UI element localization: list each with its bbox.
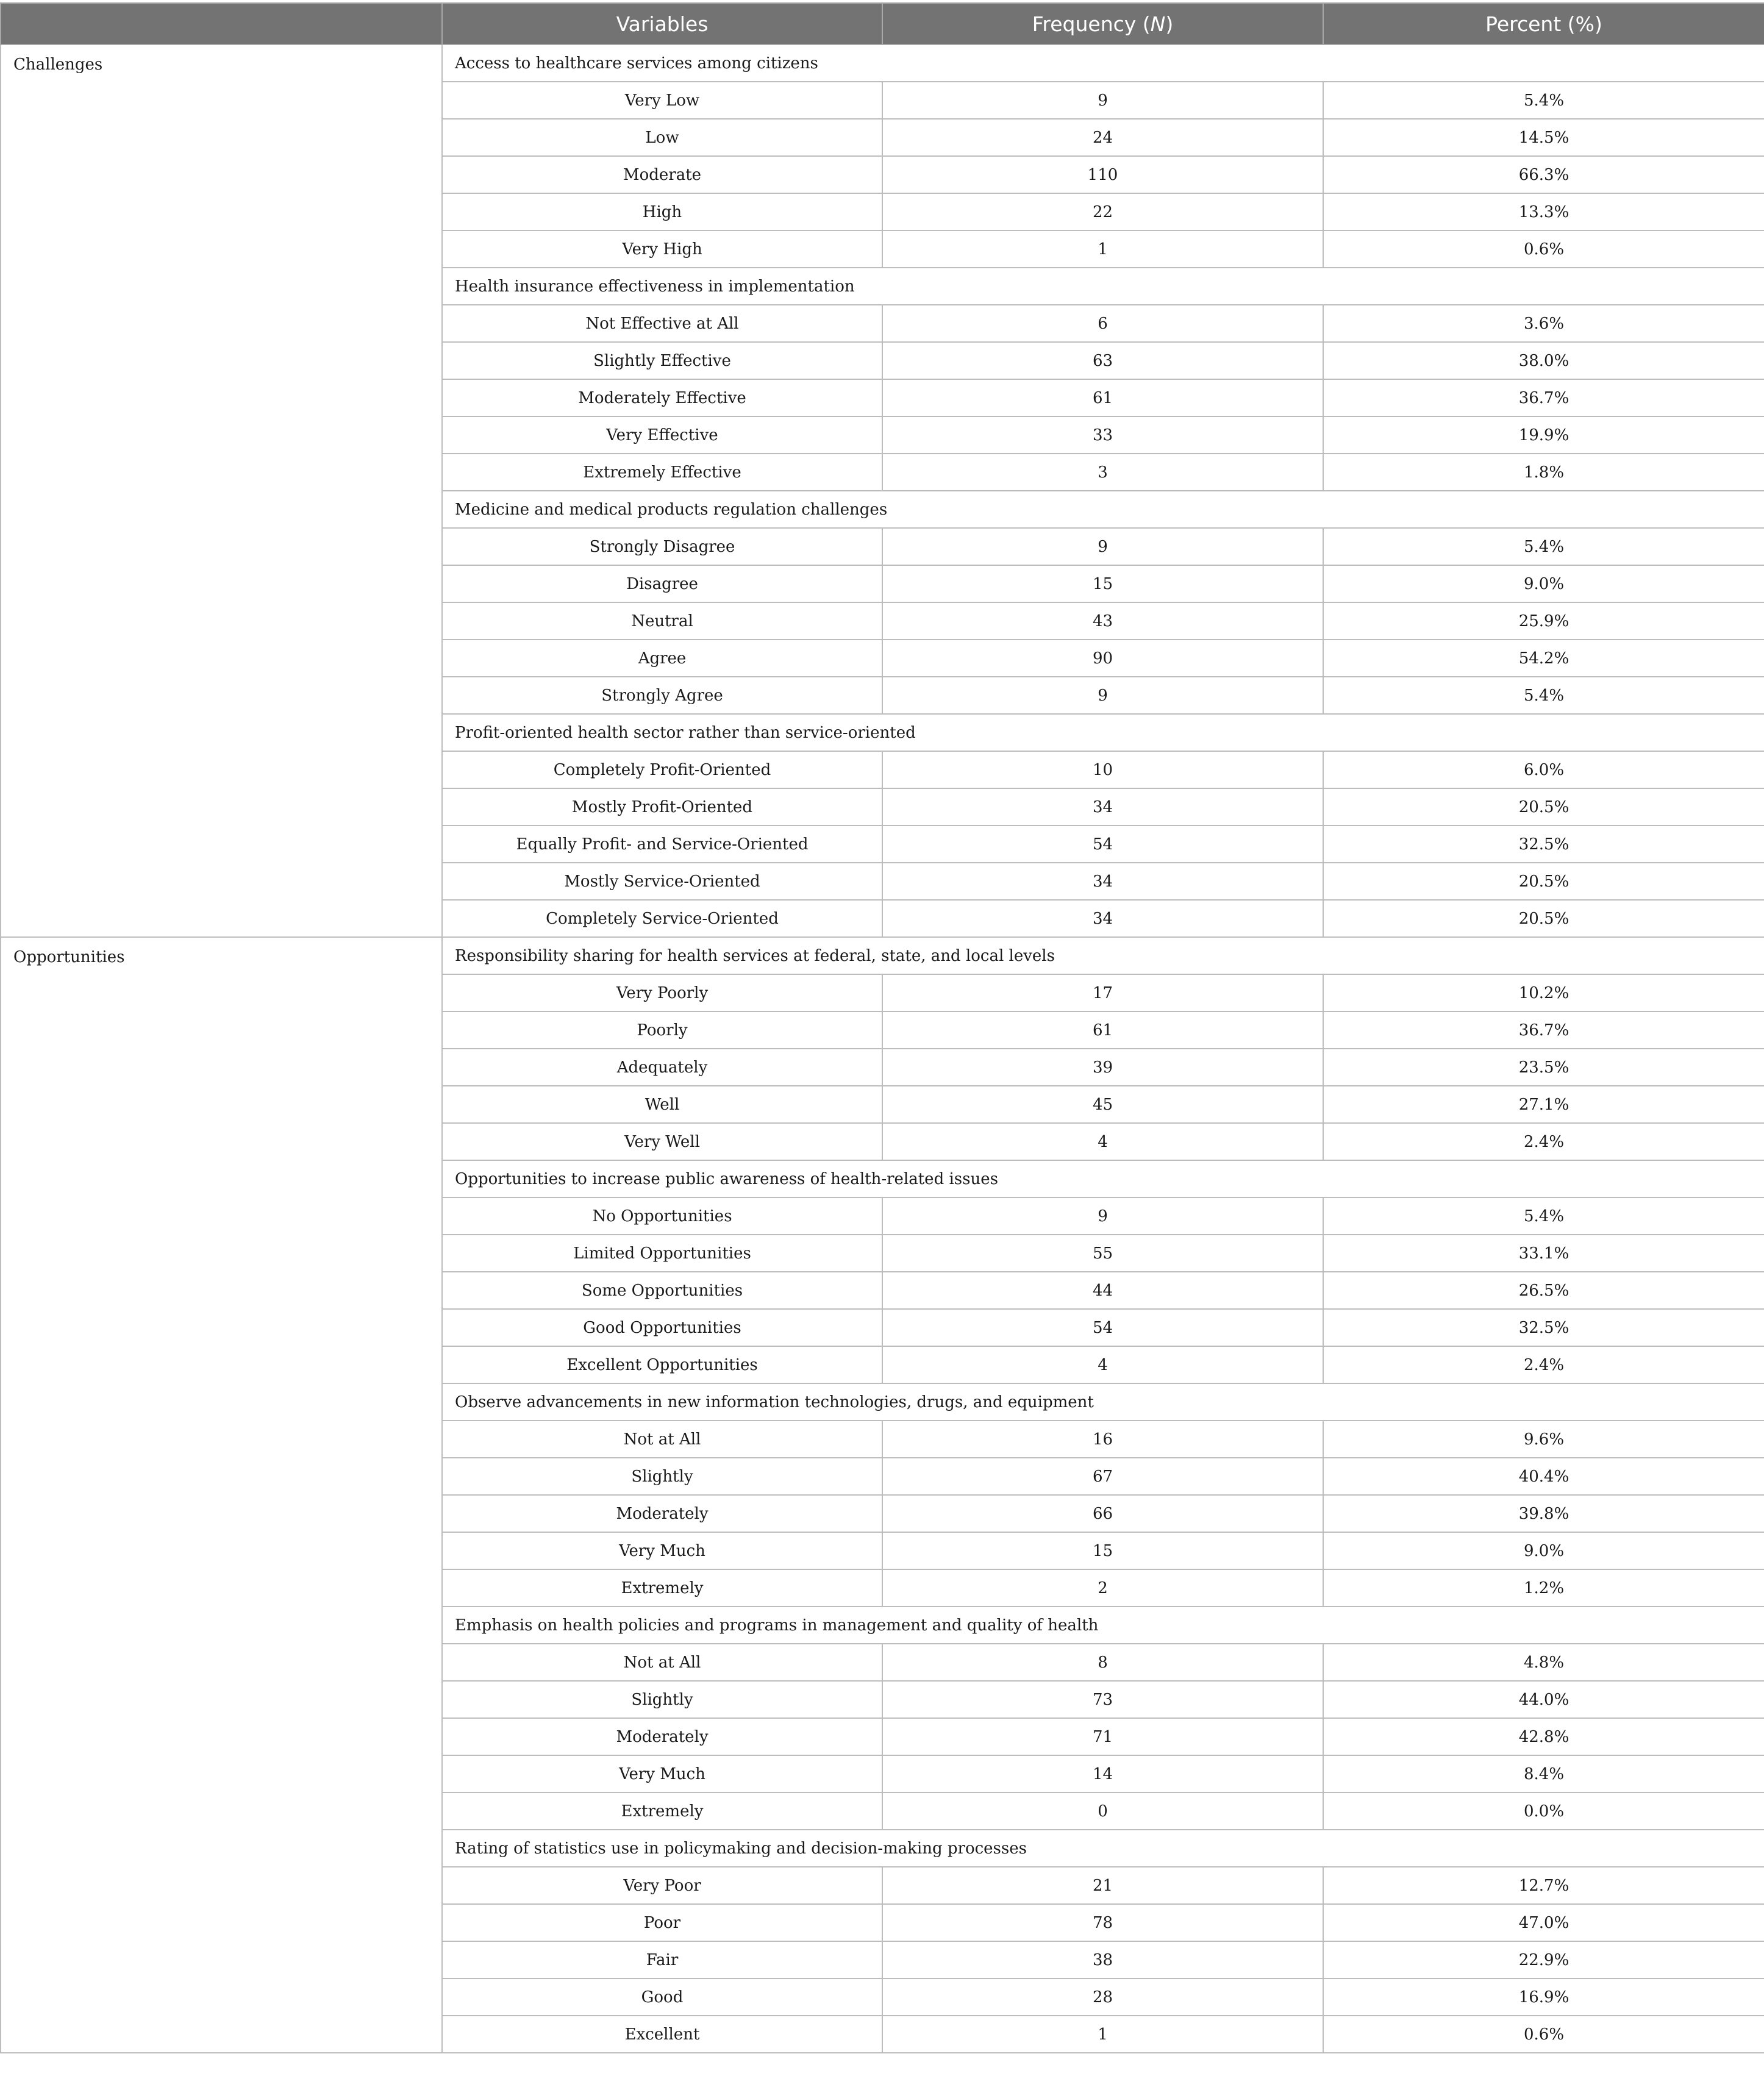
row-label: Mostly Profit-Oriented (442, 788, 882, 826)
header-row (1, 3, 1764, 45)
group-title: Observe advancements in new information technologies, drugs, and equipment (442, 1383, 1764, 1421)
row-frequency: 110 (882, 156, 1323, 193)
row-percent: 20.5% (1323, 863, 1764, 900)
row-label: Not Effective at All (442, 305, 882, 342)
row-percent: 32.5% (1323, 826, 1764, 863)
row-label: No Opportunities (442, 1197, 882, 1235)
row-frequency: 34 (882, 900, 1323, 937)
row-percent: 47.0% (1323, 1904, 1764, 1941)
row-label: Excellent (442, 2016, 882, 2053)
row-frequency: 14 (882, 1755, 1323, 1792)
row-frequency: 15 (882, 1532, 1323, 1569)
row-percent: 5.4% (1323, 82, 1764, 119)
row-frequency: 63 (882, 342, 1323, 379)
row-frequency: 15 (882, 565, 1323, 602)
group-title-row (1, 45, 1764, 82)
row-frequency: 61 (882, 1011, 1323, 1049)
row-frequency: 1 (882, 230, 1323, 268)
row-label: Very Poor (442, 1867, 882, 1904)
group-title: Opportunities to increase public awareness of health-related issues (442, 1160, 1764, 1197)
table-body (1, 45, 1764, 2053)
row-frequency: 33 (882, 416, 1323, 454)
row-percent: 66.3% (1323, 156, 1764, 193)
row-frequency: 3 (882, 454, 1323, 491)
row-frequency: 17 (882, 974, 1323, 1011)
header-variables: Variables (442, 3, 882, 45)
row-percent: 12.7% (1323, 1867, 1764, 1904)
row-label: Not at All (442, 1644, 882, 1681)
row-frequency: 44 (882, 1272, 1323, 1309)
row-frequency: 61 (882, 379, 1323, 416)
row-frequency: 2 (882, 1569, 1323, 1607)
section-label: Opportunities (1, 937, 442, 2053)
row-frequency: 10 (882, 751, 1323, 788)
group-title: Access to healthcare services among citizens (442, 45, 1764, 82)
group-title-row (1, 937, 1764, 974)
row-percent: 14.5% (1323, 119, 1764, 156)
row-label: Disagree (442, 565, 882, 602)
row-percent: 44.0% (1323, 1681, 1764, 1718)
row-label: Mostly Service-Oriented (442, 863, 882, 900)
row-frequency: 38 (882, 1941, 1323, 1978)
row-frequency: 78 (882, 1904, 1323, 1941)
row-label: Adequately (442, 1049, 882, 1086)
row-frequency: 67 (882, 1458, 1323, 1495)
row-frequency: 9 (882, 677, 1323, 714)
row-percent: 0.0% (1323, 1792, 1764, 1830)
row-percent: 27.1% (1323, 1086, 1764, 1123)
row-frequency: 54 (882, 826, 1323, 863)
row-percent: 3.6% (1323, 305, 1764, 342)
row-label: Slightly (442, 1458, 882, 1495)
header-blank-cell (1, 3, 442, 45)
section-label: Challenges (1, 45, 442, 937)
row-percent: 26.5% (1323, 1272, 1764, 1309)
row-label: Moderate (442, 156, 882, 193)
row-percent: 39.8% (1323, 1495, 1764, 1532)
row-frequency: 21 (882, 1867, 1323, 1904)
row-label: Strongly Agree (442, 677, 882, 714)
row-percent: 9.0% (1323, 565, 1764, 602)
row-label: Limited Opportunities (442, 1235, 882, 1272)
row-frequency: 9 (882, 528, 1323, 565)
row-frequency: 9 (882, 1197, 1323, 1235)
row-frequency: 9 (882, 82, 1323, 119)
row-frequency: 71 (882, 1718, 1323, 1755)
row-frequency: 34 (882, 863, 1323, 900)
row-label: Excellent Opportunities (442, 1346, 882, 1383)
header-frequency-close: ) (1165, 12, 1174, 36)
row-label: Agree (442, 640, 882, 677)
row-label: Some Opportunities (442, 1272, 882, 1309)
row-label: Not at All (442, 1421, 882, 1458)
row-percent: 1.2% (1323, 1569, 1764, 1607)
row-percent: 23.5% (1323, 1049, 1764, 1086)
row-percent: 36.7% (1323, 379, 1764, 416)
row-frequency: 1 (882, 2016, 1323, 2053)
row-label: Slightly (442, 1681, 882, 1718)
row-percent: 6.0% (1323, 751, 1764, 788)
header-frequency-label: Frequency ( (1032, 12, 1151, 36)
row-percent: 13.3% (1323, 193, 1764, 230)
row-percent: 33.1% (1323, 1235, 1764, 1272)
row-label: Very Effective (442, 416, 882, 454)
group-title: Health insurance effectiveness in implementation (442, 268, 1764, 305)
row-label: Very Well (442, 1123, 882, 1160)
row-label: Good (442, 1978, 882, 2016)
row-percent: 1.8% (1323, 454, 1764, 491)
row-frequency: 6 (882, 305, 1323, 342)
row-label: Completely Profit-Oriented (442, 751, 882, 788)
row-label: Equally Profit- and Service-Oriented (442, 826, 882, 863)
row-label: Fair (442, 1941, 882, 1978)
row-label: Moderately (442, 1495, 882, 1532)
row-frequency: 55 (882, 1235, 1323, 1272)
group-title: Emphasis on health policies and programs in management and quality of health (442, 1607, 1764, 1644)
row-label: Extremely (442, 1792, 882, 1830)
row-label: Very Much (442, 1532, 882, 1569)
row-label: Very High (442, 230, 882, 268)
row-label: Poorly (442, 1011, 882, 1049)
row-percent: 5.4% (1323, 677, 1764, 714)
row-label: Extremely (442, 1569, 882, 1607)
row-frequency: 16 (882, 1421, 1323, 1458)
row-percent: 5.4% (1323, 528, 1764, 565)
row-label: Good Opportunities (442, 1309, 882, 1346)
row-frequency: 8 (882, 1644, 1323, 1681)
row-frequency: 4 (882, 1123, 1323, 1160)
row-percent: 0.6% (1323, 2016, 1764, 2053)
row-frequency: 43 (882, 602, 1323, 640)
row-percent: 5.4% (1323, 1197, 1764, 1235)
row-label: High (442, 193, 882, 230)
group-title: Medicine and medical products regulation challenges (442, 491, 1764, 528)
row-label: Poor (442, 1904, 882, 1941)
row-percent: 20.5% (1323, 788, 1764, 826)
row-percent: 4.8% (1323, 1644, 1764, 1681)
row-percent: 10.2% (1323, 974, 1764, 1011)
row-frequency: 90 (882, 640, 1323, 677)
row-frequency: 4 (882, 1346, 1323, 1383)
row-percent: 0.6% (1323, 230, 1764, 268)
row-percent: 40.4% (1323, 1458, 1764, 1495)
row-frequency: 22 (882, 193, 1323, 230)
row-percent: 22.9% (1323, 1941, 1764, 1978)
row-percent: 36.7% (1323, 1011, 1764, 1049)
row-label: Very Poorly (442, 974, 882, 1011)
row-label: Very Low (442, 82, 882, 119)
row-frequency: 66 (882, 1495, 1323, 1532)
row-percent: 32.5% (1323, 1309, 1764, 1346)
row-label: Extremely Effective (442, 454, 882, 491)
row-frequency: 45 (882, 1086, 1323, 1123)
row-percent: 2.4% (1323, 1346, 1764, 1383)
group-title: Responsibility sharing for health services at federal, state, and local levels (442, 937, 1764, 974)
row-frequency: 24 (882, 119, 1323, 156)
row-frequency: 54 (882, 1309, 1323, 1346)
row-frequency: 0 (882, 1792, 1323, 1830)
row-percent: 8.4% (1323, 1755, 1764, 1792)
row-percent: 16.9% (1323, 1978, 1764, 2016)
row-percent: 9.0% (1323, 1532, 1764, 1569)
row-percent: 9.6% (1323, 1421, 1764, 1458)
row-label: Completely Service-Oriented (442, 900, 882, 937)
group-title: Rating of statistics use in policymaking and decision-making processes (442, 1830, 1764, 1867)
header-frequency (882, 3, 1323, 45)
survey-results-table (0, 2, 1764, 2053)
row-percent: 19.9% (1323, 416, 1764, 454)
row-label: Neutral (442, 602, 882, 640)
row-frequency: 34 (882, 788, 1323, 826)
row-label: Moderately Effective (442, 379, 882, 416)
row-frequency: 39 (882, 1049, 1323, 1086)
row-label: Slightly Effective (442, 342, 882, 379)
row-label: Low (442, 119, 882, 156)
row-percent: 25.9% (1323, 602, 1764, 640)
row-label: Moderately (442, 1718, 882, 1755)
row-label: Very Much (442, 1755, 882, 1792)
row-percent: 20.5% (1323, 900, 1764, 937)
header-percent: Percent (%) (1323, 3, 1764, 45)
header-frequency-n: N (1150, 12, 1166, 36)
group-title: Profit-oriented health sector rather than service-oriented (442, 714, 1764, 751)
row-percent: 2.4% (1323, 1123, 1764, 1160)
row-percent: 42.8% (1323, 1718, 1764, 1755)
row-label: Well (442, 1086, 882, 1123)
row-frequency: 73 (882, 1681, 1323, 1718)
row-percent: 38.0% (1323, 342, 1764, 379)
row-percent: 54.2% (1323, 640, 1764, 677)
row-frequency: 28 (882, 1978, 1323, 2016)
row-label: Strongly Disagree (442, 528, 882, 565)
